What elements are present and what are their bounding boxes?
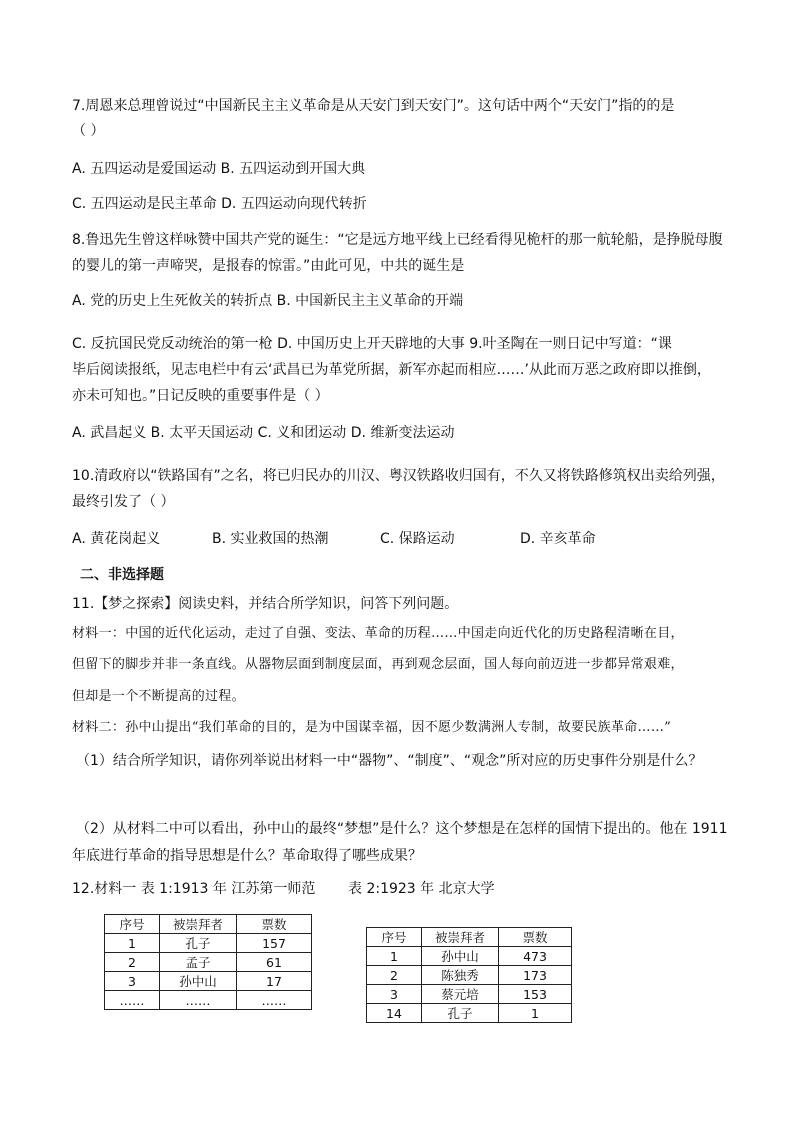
q11-material1-line3: 但却是一个不断提高的过程。 [72,689,245,704]
q11-stem: 11.【梦之探索】阅读史料，并结合所学知识，问答下列问题。 [72,596,459,612]
table-1923-peking-university [366,927,572,1023]
table-cell: 孔子 [422,1004,499,1023]
header-cell: 序号 [105,915,160,934]
header-cell: 票数 [499,928,572,947]
table-1913-jiangsu [104,914,312,1010]
q10-option-c: C. 保路运动 [380,531,455,547]
table-row [105,953,312,972]
table-cell: 3 [105,972,160,991]
q10-option-d: D. 辛亥革命 [520,531,596,547]
q10-option-b: B. 实业救国的热潮 [212,531,329,547]
table-cell: …… [105,991,160,1010]
table-cell: 14 [367,1004,422,1023]
table-header-row [367,928,572,947]
q12-stem-part-a: 12.材料一 表 1:1913 年 江苏第一师范 [72,881,316,897]
q10-option-a: A. 黄花岗起义 [72,531,161,547]
q7-options-cd: C. 五四运动是民主革命 D. 五四运动向现代转折 [72,196,367,212]
table-cell: 孙中山 [422,947,499,966]
table-cell: 孔子 [160,934,237,953]
q11-material2-line1: 材料二：孙中山提出“我们革命的目的，是为中国谋幸福，因不愿少数满洲人专制，故要民族革命……” [72,720,672,735]
table-cell: 3 [367,985,422,1004]
q12-stem-part-b: 表 2:1923 年 北京大学 [348,881,495,897]
table-cell: 173 [499,966,572,985]
table-cell: …… [160,991,237,1010]
table-cell: 孟子 [160,953,237,972]
header-cell: 被崇拜者 [160,915,237,934]
table-cell: 473 [499,947,572,966]
q8-options-ab: A. 党的历史上生死攸关的转折点 B. 中国新民主主义革命的开端 [72,293,464,309]
header-cell: 被崇拜者 [422,928,499,947]
table-row [105,934,312,953]
q9-options: A. 武昌起义 B. 太平天国运动 C. 义和团运动 D. 维新变法运动 [72,425,455,441]
table-cell: 孙中山 [160,972,237,991]
q7-options-ab: A. 五四运动是爱国运动 B. 五四运动到开国大典 [72,161,366,177]
q10-stem-line1: 10.清政府以“铁路国有”之名，将已归民办的川汉、粤汉铁路收归国有，不久又将铁路修筑权出卖给列强， [72,468,725,484]
table-cell: 153 [499,985,572,1004]
header-cell: 票数 [237,915,312,934]
table-cell: 157 [237,934,312,953]
table-row [105,991,312,1010]
table-cell: 17 [237,972,312,991]
table-cell: 2 [105,953,160,972]
q10-stem-line2: 最终引发了（ ） [72,494,175,510]
table-cell: 1 [105,934,160,953]
table-cell: 61 [237,953,312,972]
table-header-row [105,915,312,934]
q11-subquestion2-line1: （2）从材料二中可以看出，孙中山的最终“梦想”是什么？这个梦想是在怎样的国情下提出的。他在 1911 [76,821,728,837]
q11-subquestion2-line2: 年底进行革命的指导思想是什么？革命取得了哪些成果？ [72,848,422,864]
table-row [105,972,312,991]
q8-stem-line1: 8.鲁迅先生曾这样咏赞中国共产党的诞生：“它是远方地平线上已经看得见桅杆的那一航轮船，是挣脱母腹 [72,232,723,248]
q9-stem-line3: 亦未可知也。”日记反映的重要事件是（ ） [72,388,329,404]
table-cell: 陈独秀 [422,966,499,985]
q11-material1-line2: 但留下的脚步并非一条直线。从器物层面到制度层面，再到观念层面，国人每向前迈进一步都异常艰难， [72,657,684,672]
table-row [367,966,572,985]
q7-stem-line1: 7.周恩来总理曾说过“中国新民主主义革命是从天安门到天安门”。这句话中两个“天安门”指的的是 [72,98,675,114]
table-cell: …… [237,991,312,1010]
table-row [367,1004,572,1023]
table-row [367,947,572,966]
section-title: 二、非选择题 [80,567,164,583]
table-cell: 1 [367,947,422,966]
table-cell: 1 [499,1004,572,1023]
table-row [367,985,572,1004]
q7-stem-line2: （ ） [72,123,105,139]
q9-stem-line2: 毕后阅读报纸，见志电栏中有云‘武昌已为革党所据，新军亦起而相应……’从此而万恶之政府即以推倒， [72,362,711,378]
q11-subquestion1: （1）结合所学知识，请你列举说出材料一中“器物”、“制度”、“观念”所对应的历史事件分别是什么？ [76,753,703,769]
q11-material1-line1: 材料一：中国的近代化运动，走过了自强、变法、革命的历程……中国走向近代化的历史路程清晰在目， [72,626,684,641]
table-cell: 蔡元培 [422,985,499,1004]
q8-options-cd-q9-stem: C. 反抗国民党反动统治的第一枪 D. 中国历史上开天辟地的大事 9.叶圣陶在一则日记中写道：“课 [72,336,672,352]
q8-stem-line2: 的婴儿的第一声啼哭，是报春的惊雷。”由此可见，中共的诞生是 [72,258,465,274]
table-cell: 2 [367,966,422,985]
header-cell: 序号 [367,928,422,947]
